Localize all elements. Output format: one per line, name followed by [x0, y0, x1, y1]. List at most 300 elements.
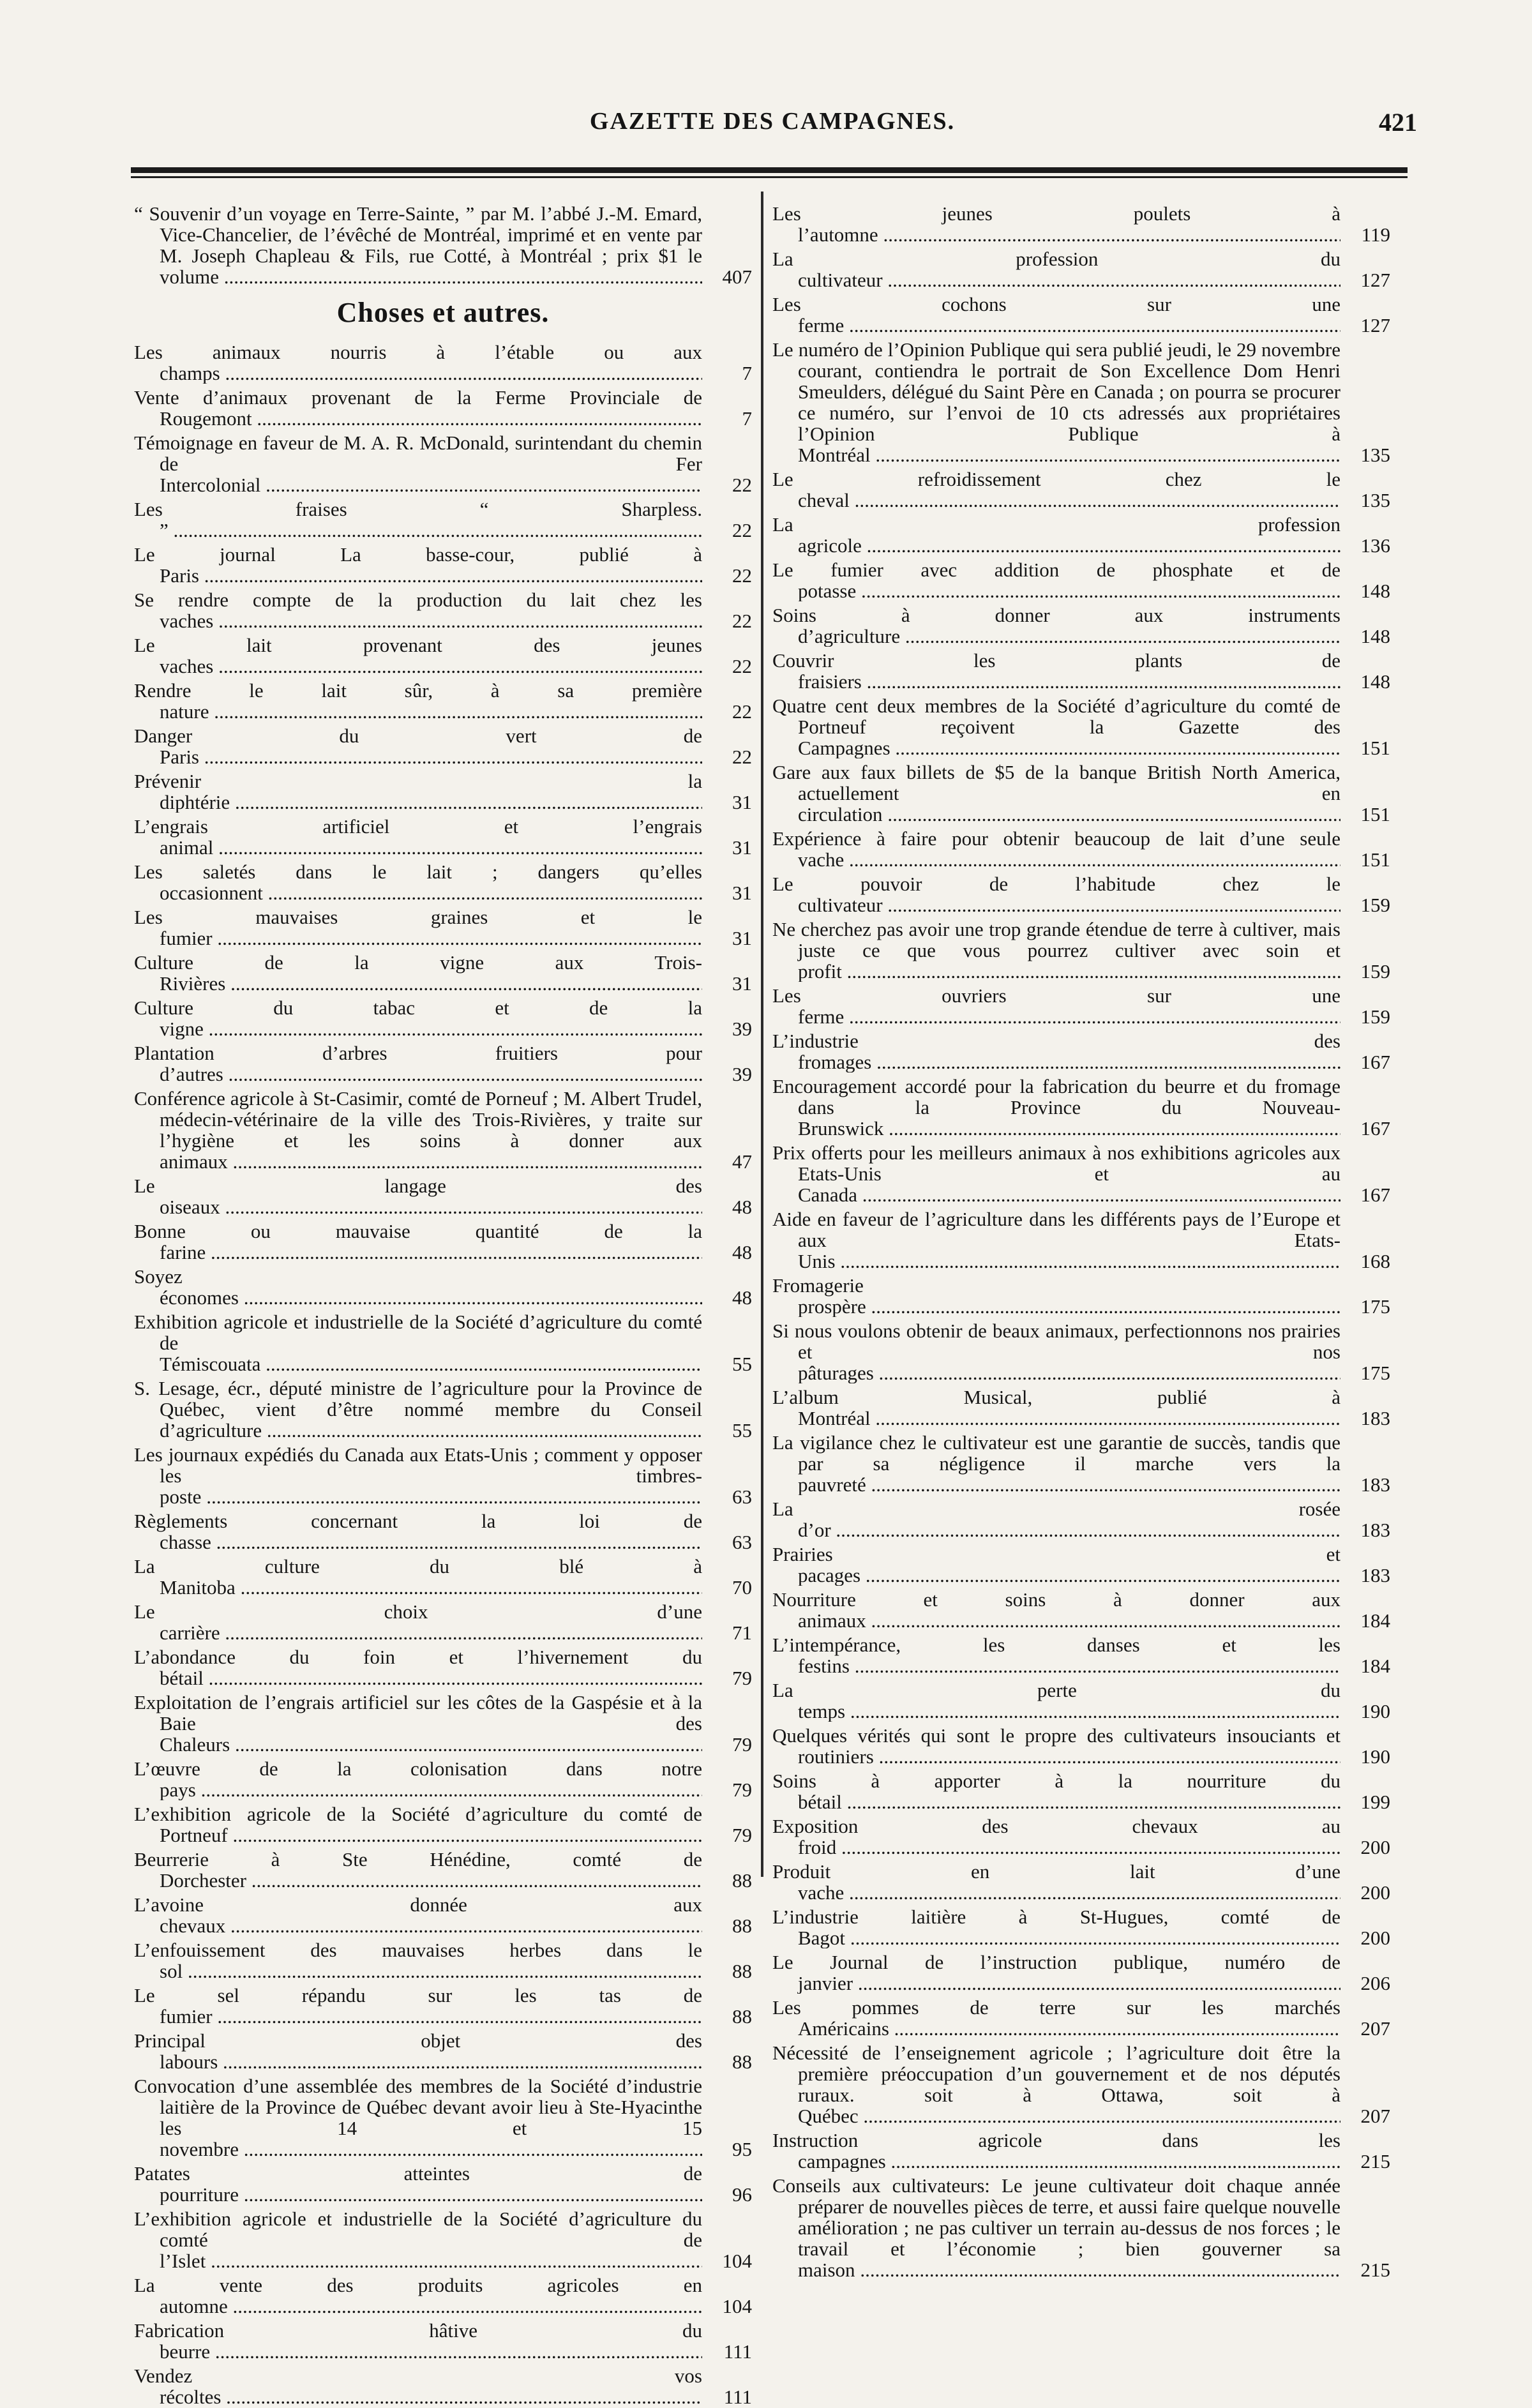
column-divider [761, 192, 763, 1877]
index-entry [134, 1849, 752, 1891]
entry-text [772, 1544, 1340, 1586]
index-entry [772, 469, 1390, 511]
entry-page-number: 159 [1360, 960, 1390, 982]
entry-text [134, 1444, 702, 1507]
entry-title: Exploitation de l’engrais artificiel sur les côtes de la Gaspésie et à la Baie des Chaleurs ..... [134, 1692, 702, 1755]
entry-title: Instruction agricole dans les campagnes ..... [772, 2130, 1340, 2172]
entry-title: Soins à apporter à la nourriture du bétail ..... [772, 1770, 1340, 1812]
right-entries [772, 203, 1390, 2280]
entry-page-number: 39 [732, 1063, 752, 1085]
entry-title: Les ouvriers sur une ferme ..... [772, 985, 1340, 1027]
page-header [140, 107, 1417, 146]
index-entry [772, 559, 1390, 601]
index-entry [134, 1088, 752, 1172]
entry-title: Quatre cent deux membres de la Société d’agriculture du comté de Portneuf reçoivent la Gazette des Campagnes ..... [772, 695, 1340, 758]
entry-text [134, 725, 702, 767]
entry-text [134, 1939, 702, 1982]
entry-page-number: 31 [732, 791, 752, 813]
index-entry [134, 589, 752, 631]
index-entry [134, 861, 752, 903]
entry-page-number: 22 [732, 474, 752, 496]
entry-page-number: 135 [1360, 444, 1390, 466]
entry-text [772, 1142, 1340, 1205]
entry-title: L’exhibition agricole de la Société d’agriculture du comté de Portneuf ..... [134, 1803, 702, 1846]
index-entry [772, 1275, 1390, 1317]
entry-text [772, 650, 1340, 692]
entry-text [772, 919, 1340, 982]
entry-title: Le sel répandu sur les tas de fumier ..... [134, 1985, 702, 2027]
index-entry [772, 1816, 1390, 1858]
index-entry [134, 1803, 752, 1846]
entry-text [772, 1030, 1340, 1072]
index-entry [772, 1030, 1390, 1072]
entry-page-number: 190 [1360, 1700, 1390, 1722]
entry-text [134, 1849, 702, 1891]
entry-title: Prévenir la diphtérie ..... [134, 771, 702, 813]
entry-title: Les animaux nourris à l’étable ou aux champs ..... [134, 342, 702, 384]
entry-page-number: 31 [732, 882, 752, 904]
entry-text [772, 1680, 1340, 1722]
entry-title: Couvrir les plants de fraisiers ..... [772, 650, 1340, 692]
entry-text [134, 1758, 702, 1800]
entry-title: L’avoine donnée aux chevaux ..... [134, 1894, 702, 1936]
entry-page-number: 167 [1360, 1117, 1390, 1140]
index-entry [772, 203, 1390, 245]
entry-title: Règlements concernant la loi de chasse ..... [134, 1510, 702, 1553]
index-entry [134, 1601, 752, 1643]
entry-title: Aide en faveur de l’agriculture dans les différents pays de l’Europe et aux Etats-Unis ..... [772, 1208, 1340, 1272]
index-entry [772, 1725, 1390, 1767]
entry-title: Le numéro de l’Opinion Publique qui sera publié jeudi, le 29 novembre courant, contiendra le portrait de Son Excellence Dom Henri Smeulders, délégué du Saint Père en Canada ; on pourra se procurer ce numéro, sur l’envoi de 10 cts adressés aux propriétaires l’Opinion Publique à Montréal ..... [772, 339, 1340, 465]
entry-title: Beurrerie à Ste Hénédine, comté de Dorchester ..... [134, 1849, 702, 1891]
entry-page-number: 88 [732, 1869, 752, 1892]
index-entry [134, 1510, 752, 1553]
entry-title: L’industrie des fromages ..... [772, 1030, 1340, 1072]
index-entry [134, 725, 752, 767]
left-top-entries [134, 203, 752, 287]
entry-text [772, 1634, 1340, 1676]
entry-title: Le journal La basse-cour, publié à Paris ..... [134, 544, 702, 586]
entry-page-number: 79 [732, 1779, 752, 1801]
index-entry [772, 1544, 1390, 1586]
header-rule-thin [131, 176, 1408, 178]
entry-text [772, 339, 1340, 465]
entry-title: Le Journal de l’instruction publique, numéro de janvier ..... [772, 1952, 1340, 1994]
index-entry [134, 2163, 752, 2205]
entry-text [134, 1311, 702, 1374]
entry-text [772, 203, 1340, 245]
entry-text [772, 248, 1340, 290]
entry-title: Culture de la vigne aux Trois-Rivières ..... [134, 952, 702, 994]
entry-page-number: 63 [732, 1531, 752, 1553]
entry-title: Les cochons sur une ferme ..... [772, 294, 1340, 336]
entry-text [772, 1906, 1340, 1948]
entry-text [134, 2320, 702, 2362]
entry-title: Les mauvaises graines et le fumier ..... [134, 907, 702, 949]
entry-page-number: 168 [1360, 1250, 1390, 1272]
right-column [772, 203, 1390, 2281]
index-entry [134, 1939, 752, 1982]
entry-text [772, 762, 1340, 825]
entry-title: L’œuvre de la colonisation dans notre pays ..... [134, 1758, 702, 1800]
entry-title: Les journaux expédiés du Canada aux Etats-Unis ; comment y opposer les timbres-poste ..... [134, 1444, 702, 1507]
entry-text [134, 1042, 702, 1085]
entry-page-number: 159 [1360, 894, 1390, 916]
entry-title: Patates atteintes de pourriture ..... [134, 2163, 702, 2205]
entry-page-number: 183 [1360, 1407, 1390, 1429]
index-entry [134, 387, 752, 429]
entry-title: L’enfouissement des mauvaises herbes dans le sol ..... [134, 1939, 702, 1982]
entry-text [134, 1378, 702, 1441]
index-entry [134, 1692, 752, 1755]
entry-title: Danger du vert de Paris ..... [134, 725, 702, 767]
index-entry [134, 1266, 752, 1308]
entry-text [134, 952, 702, 994]
entry-title: La perte du temps ..... [772, 1680, 1340, 1722]
entry-page-number: 48 [732, 1196, 752, 1218]
entry-page-number: 167 [1360, 1184, 1390, 1206]
index-entry [772, 1589, 1390, 1631]
entry-title: Prairies et pacages ..... [772, 1544, 1340, 1586]
entry-page-number: 48 [732, 1286, 752, 1309]
index-entry [134, 544, 752, 586]
entry-text [134, 544, 702, 586]
entry-page-number: 47 [732, 1150, 752, 1173]
entry-text [134, 861, 702, 903]
index-entry [134, 1556, 752, 1598]
entry-text [134, 1985, 702, 2027]
entry-page-number: 407 [722, 266, 752, 288]
entry-page-number: 200 [1360, 1881, 1390, 1904]
index-entry [134, 1646, 752, 1689]
index-entry [134, 2365, 752, 2407]
entry-title: Principal objet des labours ..... [134, 2030, 702, 2072]
entry-text [134, 1221, 702, 1263]
section-title: Choses et autres. [336, 297, 550, 328]
entry-title: Le fumier avec addition de phosphate et de potasse ..... [772, 559, 1340, 601]
entry-title: “ Souvenir d’un voyage en Terre-Sainte, ” par M. l’abbé J.-M. Emard, Vice-Chancelier, de l’évêché de Montréal, imprimé et en vente par M. Joseph Chapleau & Fils, rue Cotté, à Montréal ; prix $1 le volume ..... [134, 203, 702, 287]
index-entry [772, 1770, 1390, 1812]
entry-text [134, 203, 702, 287]
entry-page-number: 39 [732, 1018, 752, 1040]
entry-page-number: 199 [1360, 1791, 1390, 1813]
entry-title: S. Lesage, écr., député ministre de l’agriculture pour la Province de Québec, vient d’être nommé membre du Conseil d’agriculture ..... [134, 1378, 702, 1441]
entry-page-number: 200 [1360, 1836, 1390, 1858]
entry-page-number: 136 [1360, 534, 1390, 557]
entry-title: Quelques vérités qui sont le propre des cultivateurs insouciants et routiniers ..... [772, 1725, 1340, 1767]
entry-text [134, 1646, 702, 1689]
entry-page-number: 215 [1360, 2150, 1390, 2172]
entry-text [134, 1601, 702, 1643]
index-entry [134, 952, 752, 994]
index-entry [134, 1221, 752, 1263]
entry-text [772, 1816, 1340, 1858]
index-entry [772, 1861, 1390, 1903]
entry-title: Exposition des chevaux au froid ..... [772, 1816, 1340, 1858]
entry-page-number: 127 [1360, 314, 1390, 336]
entry-page-number: 71 [732, 1622, 752, 1644]
index-entry [134, 2208, 752, 2271]
entry-text [772, 514, 1340, 556]
index-entry [772, 1387, 1390, 1429]
index-entry [772, 2175, 1390, 2280]
entry-page-number: 22 [732, 519, 752, 541]
entry-page-number: 88 [732, 1915, 752, 1937]
entry-title: Expérience à faire pour obtenir beaucoup de lait d’une seule vache ..... [772, 828, 1340, 870]
index-entry [134, 432, 752, 495]
entry-page-number: 31 [732, 972, 752, 995]
entry-page-number: 151 [1360, 803, 1390, 825]
entry-title: Les fraises “ Sharpless. ” ..... [134, 499, 702, 541]
index-entry [134, 2030, 752, 2072]
index-entry [134, 680, 752, 722]
running-title: GAZETTE DES CAMPAGNES. [589, 108, 956, 135]
index-entry [772, 248, 1390, 290]
entry-page-number: 96 [732, 2183, 752, 2206]
entry-page-number: 22 [732, 655, 752, 677]
entry-title: Les jeunes poulets à l’automne ..... [772, 203, 1340, 245]
index-entry [772, 1952, 1390, 1994]
index-entry [134, 1985, 752, 2027]
index-entry [772, 1680, 1390, 1722]
index-entry [772, 1142, 1390, 1205]
entry-page-number: 183 [1360, 1519, 1390, 1541]
entry-text [772, 695, 1340, 758]
index-entry [134, 2075, 752, 2160]
entry-title: Gare aux faux billets de $5 de la banque British North America, actuellement en circulation ..... [772, 762, 1340, 825]
header-rule-thick [131, 167, 1408, 173]
entry-text [772, 1861, 1340, 1903]
entry-text [772, 1432, 1340, 1495]
index-entry [134, 635, 752, 677]
entry-title: Le lait provenant des jeunes vaches ..... [134, 635, 702, 677]
entry-text [772, 1952, 1340, 1994]
entry-page-number: 207 [1360, 2105, 1390, 2127]
entry-title: Vendez vos récoltes ..... [134, 2365, 702, 2407]
entry-title: Prix offerts pour les meilleurs animaux à nos exhibitions agricoles aux Etats-Unis et au Canada ..... [772, 1142, 1340, 1205]
entry-title: Produit en lait d’une vache ..... [772, 1861, 1340, 1903]
index-entry [134, 816, 752, 858]
entry-title: La vigilance chez le cultivateur est une garantie de succès, tandis que par sa négligence il marche vers la pauvreté ..... [772, 1432, 1340, 1495]
index-entry [772, 339, 1390, 465]
index-entry [134, 1444, 752, 1507]
entry-title: Vente d’animaux provenant de la Ferme Provinciale de Rougemont ..... [134, 387, 702, 429]
entry-title: L’industrie laitière à St-Hugues, comté de Bagot ..... [772, 1906, 1340, 1948]
entry-text [134, 2275, 702, 2317]
entry-text [772, 2130, 1340, 2172]
entry-page-number: 95 [732, 2138, 752, 2160]
index-entry [134, 907, 752, 949]
entry-page-number: 31 [732, 836, 752, 859]
entry-page-number: 22 [732, 564, 752, 587]
entry-page-number: 31 [732, 927, 752, 949]
entry-page-number: 55 [732, 1353, 752, 1375]
entry-page-number: 215 [1360, 2259, 1390, 2281]
index-entry [772, 1208, 1390, 1272]
entry-text [134, 1266, 702, 1308]
entry-title: Se rendre compte de la production du lait chez les vaches ..... [134, 589, 702, 631]
entry-page-number: 148 [1360, 670, 1390, 693]
entry-title: Le choix d’une carrière ..... [134, 1601, 702, 1643]
entry-title: Conférence agricole à St-Casimir, comté de Porneuf ; M. Albert Trudel, médecin-vétérinaire de la ville des Trois-Rivières, y traite sur l’hygiène et les soins à donner aux animaux ..... [134, 1088, 702, 1172]
entry-page-number: 148 [1360, 580, 1390, 602]
entry-title: La vente des produits agricoles en automne ..... [134, 2275, 702, 2317]
entry-title: L’intempérance, les danses et les festins ..... [772, 1634, 1340, 1676]
entry-title: Soyez économes ..... [134, 1266, 702, 1308]
index-entry [134, 771, 752, 813]
entry-text [772, 1275, 1340, 1317]
entry-page-number: 151 [1360, 848, 1390, 871]
entry-page-number: 111 [723, 2340, 752, 2363]
entry-text [134, 1803, 702, 1846]
entry-page-number: 151 [1360, 737, 1390, 759]
entry-page-number: 175 [1360, 1362, 1390, 1384]
entry-page-number: 148 [1360, 625, 1390, 647]
entry-page-number: 70 [732, 1576, 752, 1599]
index-entry [134, 1311, 752, 1374]
entry-page-number: 183 [1360, 1564, 1390, 1586]
index-entry [772, 695, 1390, 758]
index-entry [772, 762, 1390, 825]
entry-page-number: 88 [732, 2005, 752, 2028]
entry-page-number: 111 [723, 2386, 752, 2408]
entry-text [772, 873, 1340, 915]
left-column [134, 203, 752, 2408]
entry-text [772, 828, 1340, 870]
entry-title: L’exhibition agricole et industrielle de la Société d’agriculture du comté de l’Islet ..... [134, 2208, 702, 2271]
entry-text [772, 985, 1340, 1027]
entry-title: Bonne ou mauvaise quantité de la farine ..... [134, 1221, 702, 1263]
index-entry [134, 1758, 752, 1800]
entry-text [772, 1770, 1340, 1812]
entry-page-number: 167 [1360, 1051, 1390, 1073]
entry-page-number: 190 [1360, 1745, 1390, 1768]
entry-title: Le refroidissement chez le cheval ..... [772, 469, 1340, 511]
entry-page-number: 183 [1360, 1473, 1390, 1496]
entry-page-number: 207 [1360, 2017, 1390, 2040]
entry-title: Convocation d’une assemblée des membres de la Société d’industrie laitière de la Province de Québec devant avoir lieu à Ste-Hyacinthe les 14 et 15 novembre ..... [134, 2075, 702, 2160]
entry-title: Les saletés dans le lait ; dangers qu’elles occasionnent ..... [134, 861, 702, 903]
entry-text [772, 1076, 1340, 1139]
entry-text [772, 469, 1340, 511]
entry-text [772, 1320, 1340, 1383]
entry-page-number: 184 [1360, 1655, 1390, 1677]
index-entry [772, 1634, 1390, 1676]
entry-text [772, 1498, 1340, 1540]
entry-title: L’engrais artificiel et l’engrais animal ..... [134, 816, 702, 858]
index-entry [772, 605, 1390, 647]
entry-page-number: 175 [1360, 1295, 1390, 1318]
entry-text [134, 2365, 702, 2407]
index-entry [134, 2275, 752, 2317]
entry-page-number: 88 [732, 1960, 752, 1982]
entry-page-number: 135 [1360, 489, 1390, 511]
index-entry [772, 1997, 1390, 2039]
index-entry [134, 499, 752, 541]
entry-title: Témoignage en faveur de M. A. R. McDonald, surintendant du chemin de Fer Intercolonial ..... [134, 432, 702, 495]
entry-title: La rosée d’or ..... [772, 1498, 1340, 1540]
entry-title: Si nous voulons obtenir de beaux animaux, perfectionnons nos prairies et nos pâturages ..... [772, 1320, 1340, 1383]
entry-text [134, 432, 702, 495]
entry-title: Soins à donner aux instruments d’agriculture ..... [772, 605, 1340, 647]
entry-title: L’album Musical, publié à Montréal ..... [772, 1387, 1340, 1429]
entry-text [134, 771, 702, 813]
entry-text [134, 1894, 702, 1936]
index-entry [772, 2042, 1390, 2126]
entry-text [772, 1997, 1340, 2039]
entry-text [772, 605, 1340, 647]
entry-page-number: 127 [1360, 269, 1390, 291]
entry-title: Nourriture et soins à donner aux animaux ..... [772, 1589, 1340, 1631]
entry-page-number: 22 [732, 610, 752, 632]
entry-text [134, 1088, 702, 1172]
index-entry [134, 203, 752, 287]
entry-title: Le langage des oiseaux ..... [134, 1175, 702, 1217]
entry-title: L’abondance du foin et l’hivernement du bétail ..... [134, 1646, 702, 1689]
entry-page-number: 184 [1360, 1609, 1390, 1632]
entry-page-number: 104 [722, 2250, 752, 2272]
entry-title: Fabrication hâtive du beurre ..... [134, 2320, 702, 2362]
index-entry [772, 1320, 1390, 1383]
entry-title: Exhibition agricole et industrielle de la Société d’agriculture du comté de Témiscouata ..... [134, 1311, 702, 1374]
entry-text [134, 1175, 702, 1217]
index-entry [134, 1894, 752, 1936]
index-entry [772, 919, 1390, 982]
entry-title: Ne cherchez pas avoir une trop grande étendue de terre à cultiver, mais juste ce que vous pourrez cultiver avec soin et profit ..... [772, 919, 1340, 982]
index-entry [134, 997, 752, 1039]
index-entry [772, 2130, 1390, 2172]
index-entry [772, 1076, 1390, 1139]
entry-page-number: 48 [732, 1241, 752, 1263]
index-entry [134, 1378, 752, 1441]
index-entry [772, 1432, 1390, 1495]
entry-text [134, 1510, 702, 1553]
index-entry [134, 1042, 752, 1085]
index-entry [134, 1175, 752, 1217]
index-entry [772, 873, 1390, 915]
entry-title: La profession agricole ..... [772, 514, 1340, 556]
entry-page-number: 79 [732, 1667, 752, 1689]
index-entry [772, 514, 1390, 556]
entry-text [134, 2075, 702, 2160]
page-number: 421 [1379, 108, 1417, 137]
index-entry [134, 2320, 752, 2362]
entry-text [134, 499, 702, 541]
entry-page-number: 79 [732, 1824, 752, 1846]
entry-title: Rendre le lait sûr, à sa première nature ..... [134, 680, 702, 722]
index-entry [772, 985, 1390, 1027]
index-entry [772, 650, 1390, 692]
entry-page-number: 88 [732, 2051, 752, 2073]
entry-text [134, 1556, 702, 1598]
entry-text [772, 1589, 1340, 1631]
entry-text [772, 294, 1340, 336]
entry-page-number: 55 [732, 1419, 752, 1441]
entry-title: La culture du blé à Manitoba ..... [134, 1556, 702, 1598]
index-entry [134, 342, 752, 384]
entry-text [134, 2030, 702, 2072]
entry-text [134, 342, 702, 384]
entry-text [134, 997, 702, 1039]
entry-page-number: 200 [1360, 1927, 1390, 1949]
entry-page-number: 63 [732, 1486, 752, 1508]
index-entry [772, 1498, 1390, 1540]
entry-text [772, 1725, 1340, 1767]
entry-page-number: 104 [722, 2295, 752, 2317]
entry-title: Nécessité de l’enseignement agricole ; l’agriculture doit être la première préoccupation d’un gouvernement et de nos députés ruraux. soit à Ottawa, soit à Québec ..... [772, 2042, 1340, 2126]
entry-title: La profession du cultivateur ..... [772, 248, 1340, 290]
index-entry [772, 828, 1390, 870]
